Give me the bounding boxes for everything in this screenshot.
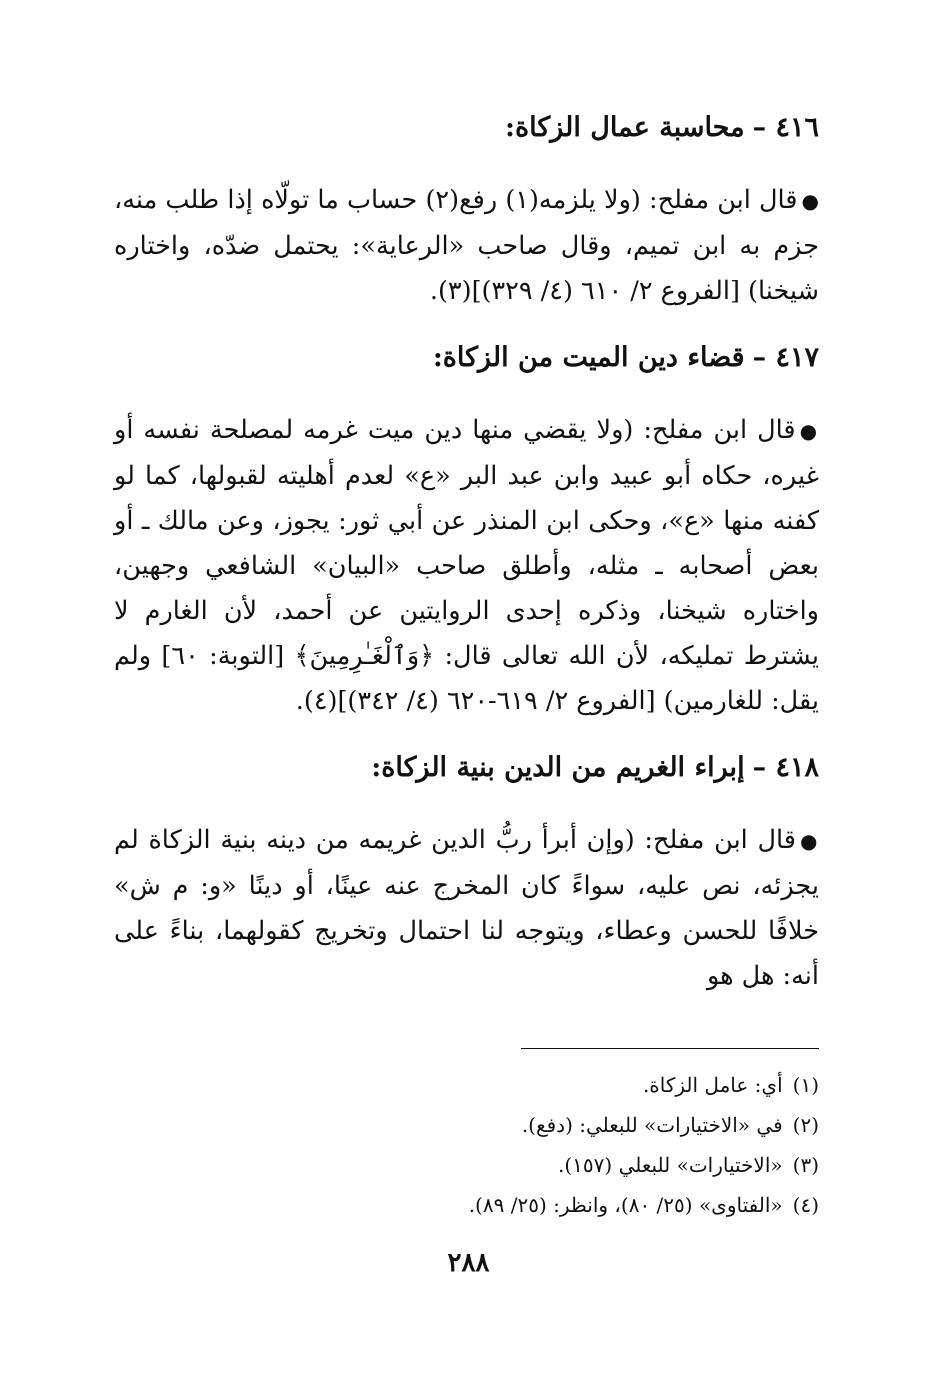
section-number: ٤١٨ – xyxy=(752,752,819,783)
section-title: محاسبة عمال الزكاة: xyxy=(505,112,745,143)
section-number: ٤١٧ – xyxy=(752,342,819,373)
section-417-heading xyxy=(114,338,819,378)
section-number: ٤١٦ – xyxy=(752,112,819,143)
bullet-icon: ● xyxy=(799,829,820,853)
footnote-4 xyxy=(114,1185,819,1225)
footnote-text: «الاختيارات» للبعلي (١٥٧). xyxy=(558,1153,783,1177)
section-418-paragraph xyxy=(114,818,819,999)
footnote-text: «الفتاوى» (٢٥/ ٨٠)، وانظر: (٢٥/ ٨٩). xyxy=(468,1193,783,1217)
footnotes xyxy=(114,1048,819,1225)
footnote-2 xyxy=(114,1105,819,1145)
paragraph-text: قال ابن مفلح: (وإن أبرأ ربُّ الدين غريمه من دينه بنية الزكاة لم يجزئه، نص عليه، سواءً كان المخرج عنه عينًا، أو دينًا «و: م ش» خلافًا للحسن وعطاء، ويتوجه لنا احتمال وتخريج كقولهما، بناءً على أنه: هل هو xyxy=(114,825,819,991)
page-number: ٢٨٨ xyxy=(447,1248,490,1278)
footnote-text: في «الاختيارات» للبعلي: (دفع). xyxy=(521,1113,783,1137)
section-417-paragraph xyxy=(114,408,819,724)
section-418-heading xyxy=(114,748,819,788)
paragraph-text: قال ابن مفلح: (ولا يقضي منها دين ميت غرمه لمصلحة نفسه أو غيره، حكاه أبو عبيد وابن عبد البر «ع» لعدم أهليته لقبولها، كما لو كفنه منها «ع»، وحكى ابن المنذر عن أبي ثور: يجوز، وعن مالك ـ أو بعض أصحابه ـ مثله، وأطلق صاحب «البيان» الشافعي وجهين، واختاره شيخنا، وذكره إحدى الروايتين عن أحمد، لأن الغارم لا يشترط تمليكه، لأن الله تعالى قال: ﴿وَٱلْغَـٰرِمِينَ﴾ [التوبة: ٦٠] ولم يقل: للغارمين) [الفروع ٢/ ٦١٩-٦٢٠ (٤/ ٣٤٢)](٤). xyxy=(114,415,820,716)
bullet-icon: ● xyxy=(799,419,819,443)
section-title: قضاء دين الميت من الزكاة: xyxy=(432,342,745,373)
footnote-1 xyxy=(114,1065,819,1105)
bullet-icon: ● xyxy=(801,189,820,213)
section-416-paragraph xyxy=(114,178,819,314)
footnote-number: (٢) xyxy=(792,1113,819,1137)
footnote-number: (٤) xyxy=(792,1193,819,1217)
footnote-text: أي: عامل الزكاة. xyxy=(642,1073,783,1097)
footnote-3 xyxy=(114,1145,819,1185)
section-title: إبراء الغريم من الدين بنية الزكاة: xyxy=(371,752,745,783)
main-text xyxy=(114,108,819,1023)
section-416-heading xyxy=(114,108,819,148)
footnote-divider xyxy=(521,1048,819,1049)
footnote-number: (٣) xyxy=(792,1153,819,1177)
footnote-number: (١) xyxy=(792,1073,819,1097)
paragraph-text: قال ابن مفلح: (ولا يلزمه(١) رفع(٢) حساب ما تولّاه إذا طلب منه، جزم به ابن تميم، وقال صاحب «الرعاية»: يحتمل ضدّه، واختاره شيخنا) [الفروع ٢/ ٦١٠ (٤/ ٣٢٩)](٣). xyxy=(114,185,819,306)
